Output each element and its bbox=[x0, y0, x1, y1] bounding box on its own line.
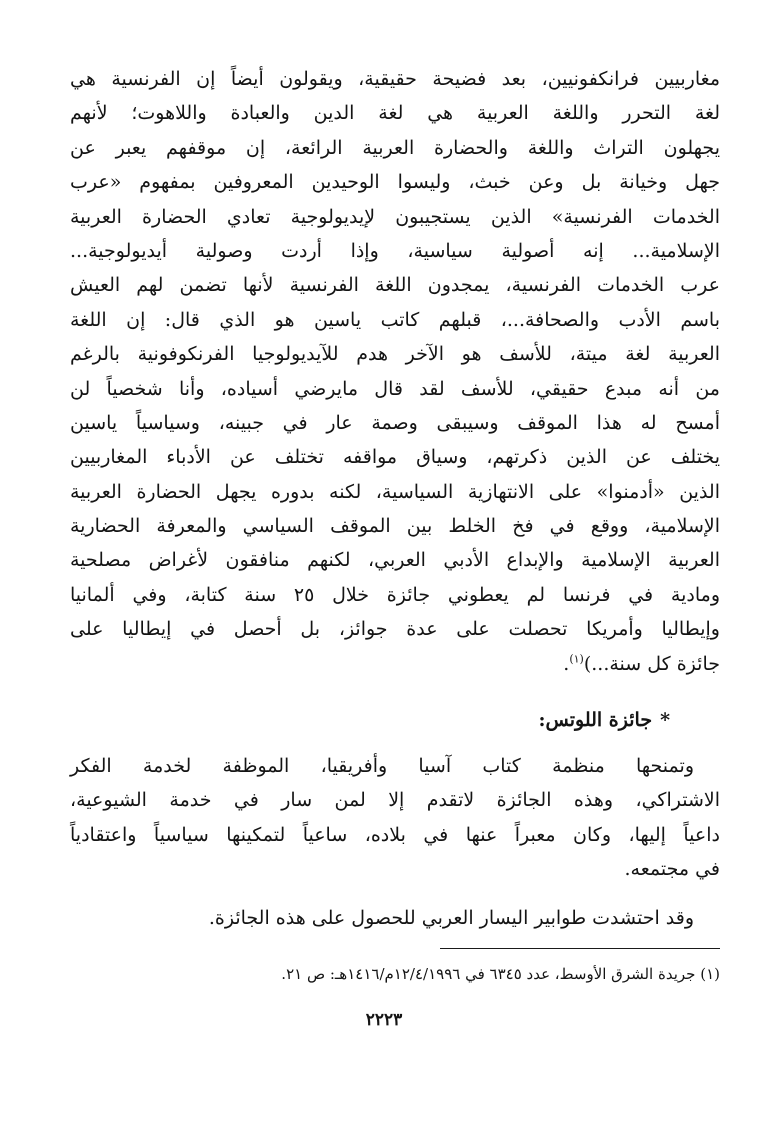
text-line: العربية لغة ميتة، للأسف هو الآخر هدم للآيديولوجيا الفرنكوفونية بالرغم bbox=[70, 343, 720, 366]
text-line: ومادية في فرنسا لم يعطوني جائزة خلال ٢٥ سنة كتابة، وفي ألمانيا bbox=[70, 583, 721, 606]
text-line: الذين «أدمنوا» على الانتهازية السياسية، لكنه بدوره يجهل الحضارة العربية bbox=[70, 480, 720, 503]
text-line: وإيطاليا وأمريكا تحصلت على عدة جوائز، بل أحصل في إيطاليا على bbox=[70, 618, 720, 641]
text-line-last bbox=[70, 647, 720, 681]
text-line: جهل وخيانة بل وعن خبث، وليسوا الوحيدين المعروفين بمفهوم «عرب bbox=[70, 171, 720, 194]
footnote-divider bbox=[440, 948, 720, 949]
paragraph-closing bbox=[70, 901, 720, 935]
text-line: العربية الإسلامية والإبداع الأدبي العربي، لكنهم منافقون لأغراض مصلحية bbox=[70, 549, 720, 572]
text-line: من أنه مبدع حقيقي، للأسف لقد قال مايرضي أسياده، وأنا شخصياً لن bbox=[70, 377, 720, 400]
text-line: باسم الأدب والصحافة...، قبلهم كاتب ياسين هو الذي قال: إن اللغة bbox=[70, 308, 720, 331]
section-heading bbox=[70, 703, 720, 737]
text-line: الاشتراكي، وهذه الجائزة لاتقدم إلا لمن سار في خدمة الشيوعية، bbox=[70, 789, 720, 812]
text-line: يجهلون التراث واللغة والحضارة العربية الرائعة، إن موقفهم يعبر عن bbox=[70, 136, 720, 159]
page-number: ٢٢٢٣ bbox=[365, 1010, 403, 1030]
text-line: الخدمات الفرنسية» الذين يستجيبون لإيديولوجية تعادي الحضارة العربية bbox=[70, 205, 720, 228]
text-line: مغاربيين فرانكفونيين، بعد فضيحة حقيقية، ويقولون أيضاً إن الفرنسية هي bbox=[70, 68, 720, 90]
section-heading-text: جائزة اللوتس: bbox=[538, 709, 653, 732]
text-line: داعياً إليها، وكان معبراً عنها في بلاده، ساعياً لتمكينها سياسياً واعتقادياً bbox=[70, 823, 720, 846]
text-line: يختلف عن الذين ذكرتهم، وسياق مواقفه تختلف عن الأدباء المغاربيين bbox=[70, 446, 720, 469]
page-body bbox=[70, 62, 720, 935]
text-line: عرب الخدمات الفرنسية، يمجدون اللغة الفرنسية لأنها تضمن لهم العيش bbox=[70, 274, 720, 297]
text-line: الإسلامية، ووقع في فخ الخلط بين الموقف السياسي والمعرفة الحضارية bbox=[70, 515, 720, 538]
text-line: وتمنحها منظمة كتاب آسيا وأفريقيا، الموظفة لخدمة الفكر bbox=[70, 755, 694, 778]
text-line-last: في مجتمعه. bbox=[624, 858, 720, 881]
text-line: وقد احتشدت طوابير اليسار العربي للحصول على هذه الجائزة. bbox=[208, 906, 694, 929]
last-line-end: . bbox=[563, 652, 570, 675]
text-line: أمسح له هذا الموقف وسيبقى وصمة عار في جبينه، وسياسياً ياسين bbox=[70, 411, 720, 434]
last-line-text: جائزة كل سنة...) bbox=[583, 652, 720, 675]
text-line: الإسلامية... إنه أصولية سياسية، وإذا أردت وصولية أيديولوجية... bbox=[70, 239, 720, 262]
footnote-reference[interactable]: (١) bbox=[569, 652, 584, 666]
paragraph-lotus-prize bbox=[70, 749, 720, 887]
footnote: (١) جريدة الشرق الأوسط، عدد ٦٣٤٥ في ١٢/٤/١٩٩٦م/١٤١٦هـ: ص ٢١. bbox=[281, 965, 720, 983]
star-bullet-icon: * bbox=[660, 709, 670, 732]
paragraph-quote bbox=[70, 62, 720, 681]
text-line: لغة التحرر واللغة العربية هي لغة الدين والعبادة واللاهوت؛ لأنهم bbox=[70, 102, 720, 125]
